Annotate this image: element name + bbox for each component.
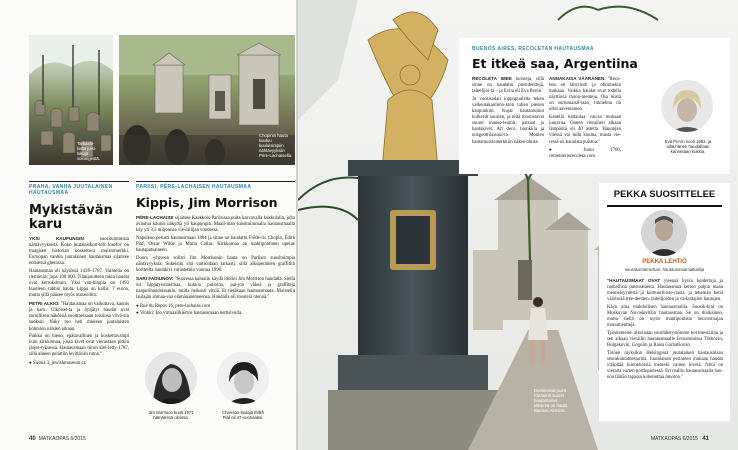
lead-in: PÈRE-LACHAISE <box>136 215 174 220</box>
edith-piaf-portrait <box>217 352 269 404</box>
page-footer-right <box>651 436 709 442</box>
photo-caption: Chopinin hauta kuuluu kuuluisimpiin nähtävyyksiin Père-Lachaisella. <box>259 133 293 158</box>
source-text: Vinkki: Ioo virtuaalikierros hautausmaan nettisivulla. <box>139 310 243 316</box>
prague-body <box>29 236 129 420</box>
paragraph <box>29 236 129 267</box>
recommendation-sidebar <box>599 183 730 421</box>
paragraph-text: Työskentelen aikoinaan suurlähetystömme hovimestarina ja sen aikaan vierailin hautausmaalle Ievnatoinissa Tšehovin, Bulgakovin, Gogolin ja Raisa Gorbatšovan. <box>607 330 723 349</box>
paragraph-text: "Suoressa haluaiin käydä idolini Jim Morrison haudalla. Siellä oli hippityisnnelmaa, kukkia pulloina, pal-jon väkeä ja graffiteja naapurihaudoissakin, mutta heikosti vitsiä. Et tietäkaan hautausmaata. Muistelin laulajan ahmaa-vaa elämänasenneensa. Haudalla oli roosteia otennä." <box>136 276 295 300</box>
argentina-col1 <box>472 76 544 171</box>
paragraph <box>607 305 723 329</box>
footer-label: MATKAOPAS 6/2015 <box>38 436 86 442</box>
paragraph <box>607 351 723 381</box>
pere-lachaise-photo <box>119 35 295 165</box>
paragraph-text: Käyn aina mahdollisen hautausmailla. Suosik-kini on Moskovan Novodevitšin hautausmaa. Se on ikaikainen, mutta siellä on myös mantipontisia neuvostoajan monumenttejä. <box>607 304 723 329</box>
paragraph <box>472 97 544 146</box>
prague-title <box>29 204 113 232</box>
sidebar-person-name: PEKKA LEHTIÖ <box>642 259 687 265</box>
photo-caption: Tarkaste- lusta joisi- lukuja soinnigestä. <box>77 141 100 161</box>
footer-label: MATKAOPAS 6/2015 <box>650 436 698 442</box>
portrait-caption: Jim Morrison kuoli 1971 hämärissä oloissa. <box>148 410 194 421</box>
argentina-article <box>459 38 730 174</box>
lead-in: YKSI KAUPUNGIN <box>29 236 84 241</box>
paragraph <box>136 276 295 301</box>
source-text: Rue du Repos 16, pere-lachaise.com <box>139 303 211 309</box>
prague-cemetery-photo <box>29 35 113 165</box>
paragraph-text: Doors -yhtyeen solisti Jim Morrisonin hauta on Pariisin suosituimpia nähtävyyksiä. Sukeisiin sitä vartioidaan tarkasti, sillä alkuperäinen graffitiin kortteilta hautakivi varastettiin vuonna 1990. <box>136 255 295 273</box>
paragraph <box>136 256 295 274</box>
paris-body <box>136 215 295 375</box>
divider <box>607 205 722 207</box>
paris-kicker: PARIISI, PÈRE-LACHAISEN HAUTAUSMAA <box>136 184 252 190</box>
paragraph-text: Paikka on hieno, epätavallinen ja koskettavampi kuin kirkkomaa, jossa kivet ovat vierastaan pitkin järjes-tyksessä. Hautausmaan tiiron kiel-letty 1787, sillä alueen pelättiin levittävän rutoa." <box>29 334 129 358</box>
paragraph <box>472 76 544 95</box>
source-text: Široká 3, jewishmuseum.cz <box>32 361 86 367</box>
paragraph <box>29 334 129 358</box>
source-note: ● Široká 3, jewishmuseum.cz <box>29 360 86 367</box>
paragraph-text: Napoleon perusti hautausmaan 1804 ja sinne on haudattu Frédé-ric Chopin, Édith Piaf, Oscar Wilde ja Maria Callas. Kirkkomaa on mahtipontinen upeine hautapatsaineen. <box>136 235 295 254</box>
paragraph-text: "Reco-leta on labyrintti ja olimmekin mukaan. Vaikka haudat ovat todella näyttäviä monu-menteja. Osa niistä on sortumaisil-laan, tunnelma on ollut aavemainen. <box>549 77 621 113</box>
paragraph <box>29 269 129 299</box>
photo-caption: Dominoivat juurtt Clementi suuret hautamaiset Minerva on hauta Buenos Airesiss. <box>534 388 568 413</box>
argentina-kicker: BUENOS AIRES, RECOLETAN HAUTAUSMAA <box>472 46 594 52</box>
source-note: ● Junin 1760, cementeriorecoleta.com <box>549 147 621 160</box>
paragraph-text: Jo vuosisadan loppupuolelta teken valkeutakaimmo-kuin tullen pienen kaupunkiin. Kujat hautamuinut kulkevat suurien, ja niitä mounstavat suuret mauso-leumit, patsaat ja hautakivet. Art deco, barokkia ja uusgoottilaisuut-ta. Monien hautamuistomerkkiin näkee ohitse. <box>472 96 544 145</box>
lead-in: ANNAKAISA VÄÄRÄNEN: <box>549 76 606 81</box>
sidebar-body <box>607 278 723 418</box>
source-note: ● Rue du Repos 16, pere-lachaise.com ● Vinkki: Ioo virtuaalikierros hautausmaan nettisivulla. <box>136 302 243 316</box>
sidebar-person-role: seurakuntamestari, hautausmaamatkailija <box>624 267 705 272</box>
paragraph <box>549 115 621 145</box>
paragraph-text: Hautausmaa oli käytössä 1439–1787. Vaihtelia on rientävää: jopa 100 000. Tilanpuutteen takia haudat ovat kerroksittain. Yksi van-himpia on 1493 kuolleen rabbin hauta. Lippu on kallis, 7 euroa, mutta sillä pääsee myös museoihin. <box>29 269 129 299</box>
paragraph-text: "Hautausmaa on vaikuttava, kaunis ja karu. Ulkoisel-ta ja hyljätyt haudat ovat suruillisen näköisiä osoittaessaan toisiinsa viivä-sin suoksin. Näky tuo heti mieleen juutalaisten kohtalon natsien aikaan. <box>29 302 129 332</box>
jim-morrison-portrait <box>145 352 197 404</box>
divider <box>136 181 295 182</box>
paragraph <box>136 215 295 234</box>
prague-title-line1: Mykistävän <box>29 203 113 218</box>
paragraph-text: sijaitsee Kaakkois-Pariisissa puita kasvavalla kukkulalla, jolta avautuu kaunis näkymä yli kaupungin. Maail-man suosituimmalla hautausmaalla käy yli 3,5 miljoonaa vie-railijaa vuodessa. <box>136 216 295 234</box>
lead-in: PETRI ALKIO: <box>29 301 60 307</box>
paragraph-text: suosituimmista nähtävyyksistä. Koko juutalaiskort-teli Josefov on traagisen historian koskettava muistomerkki. Euroopan vanhin juutalainen hautausmaa sijaitsee entisessä ghetossa. <box>29 237 129 267</box>
eva-peron-portrait <box>661 80 713 132</box>
page-number: 41 <box>702 436 709 442</box>
paragraph <box>607 278 723 303</box>
lead-in: "HAUTAUSMAAT OVAT <box>607 278 661 283</box>
paragraph <box>29 301 129 332</box>
divider <box>29 181 129 182</box>
paragraph-text: yleensä hyvin hoidettuja ja rauhallisia puistoalueita. Hautausmaa kertoo paljon maan menneisyydestä ja kulttuurihisto-riasta, ja tekemän hetiä väärissää tree-dentien, taiteiljoiden ja vaikuttajien hautojen. <box>607 279 723 303</box>
argentina-title: Et itkeä saa, Argentiina <box>472 56 638 71</box>
portrait-caption: Chanson-laulaja Édith Piaf eli 47-vuotiaaksi. <box>221 410 265 421</box>
page-number: 40 <box>29 436 36 442</box>
paris-title: Kippis, Jim Morrison <box>136 195 278 210</box>
source-text: Junin 1760, cementeriorecoleta.com <box>549 148 621 160</box>
paragraph-text: turisteja, sillä sinne on haudattu presidenttejä, taiteilijoi-ta – ja Evita eli Eva Perón. <box>472 77 544 95</box>
paragraph <box>549 76 621 114</box>
paragraph-text: Toinen niyksikin Helsingissä juutalainen hautausmaan seurakuntamestarina. Juutalaisen perinteen mukaan haudat ylläpitää kiinneliöisiä menteki vainen kivelä. Niitä on vieraita varten portinpielessä. Eri mallin hautausmaalla hau-noa täinän tapassa kokenottaa muotoa." <box>607 350 723 381</box>
page-footer-left <box>29 436 86 442</box>
sidebar-title: PEKKA SUOSITTELEE <box>613 189 716 200</box>
paragraph <box>136 236 295 254</box>
lead-in: RECOLETA IMEE <box>472 76 512 81</box>
lead-in: SARI FADIUNOV: <box>136 275 174 281</box>
portrait-caption: Eva Perón kuoli 1952, ja siltä hänen haudallaan kannetaan kukkia. <box>664 139 712 155</box>
paragraph-text: Kenellä kattautaa vaicsa mukaan juotavaa. Onnen vieraiheri aikaan lämpöötä oli 40 astetta. Haunnjen vilessä voi tulla kuuma, musta vie-ressä on kaunista puistoa." <box>549 115 621 145</box>
paragraph <box>607 331 723 349</box>
prague-kicker: PRAHA, VANHA JUUTALAINEN HAUTAUSMAA <box>29 184 113 196</box>
argentina-col2 <box>549 76 621 171</box>
pekka-lehtio-portrait <box>641 210 687 256</box>
prague-title-line2: karu <box>29 217 63 232</box>
